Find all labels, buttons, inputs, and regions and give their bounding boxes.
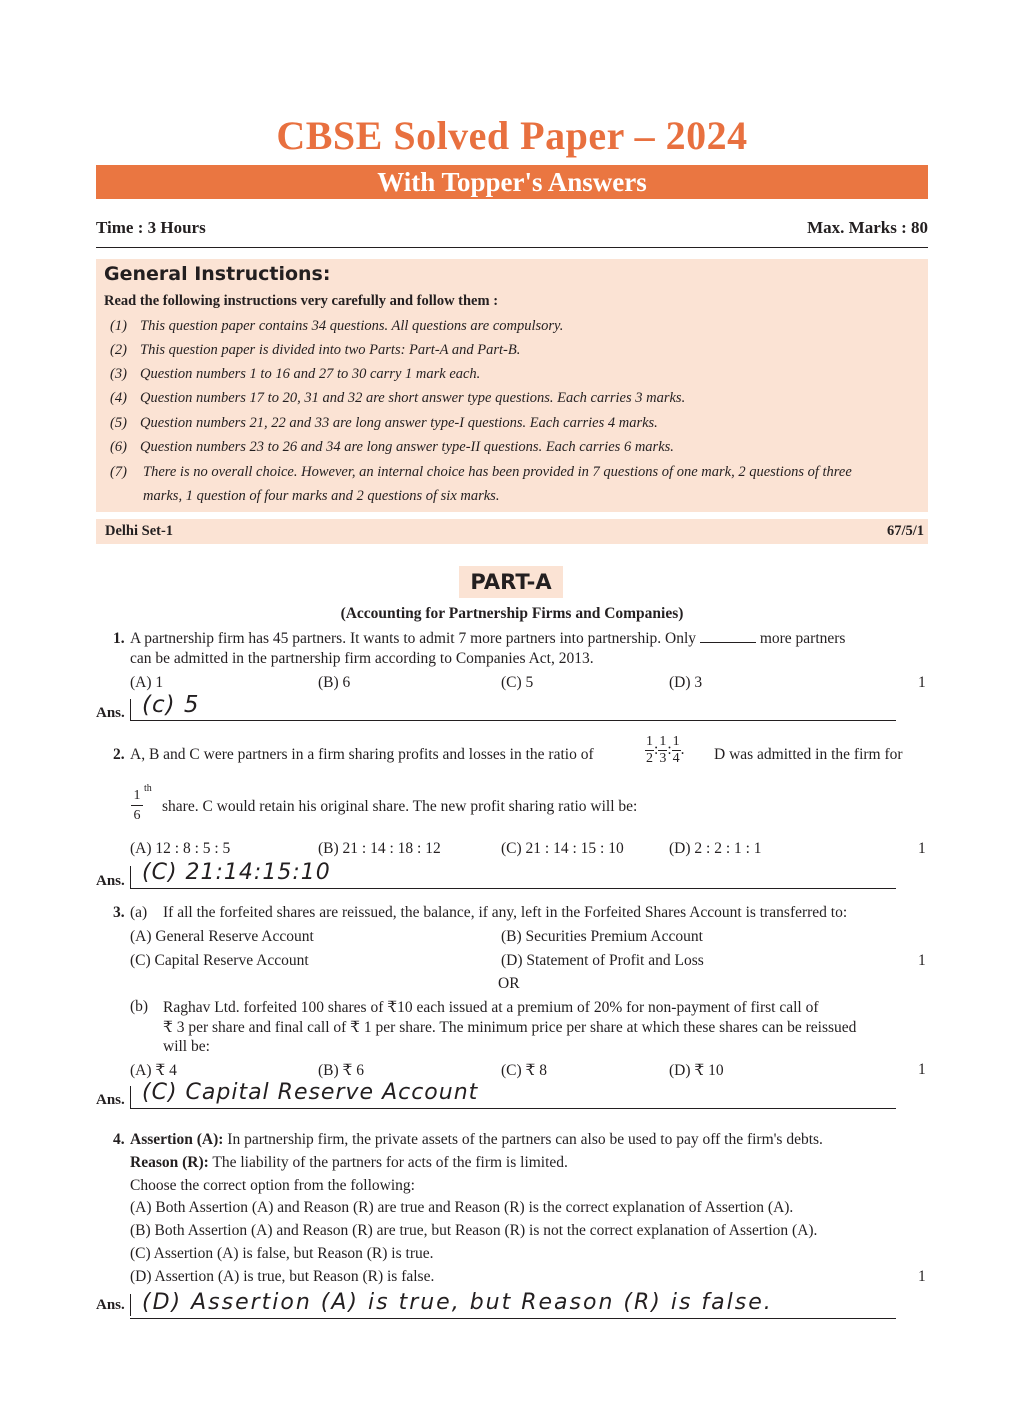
handwritten-answer: (c) 5 [142,692,200,718]
marks: 1 [918,952,926,969]
option: (B) 6 [318,674,351,691]
answer-label: Ans. [96,1092,125,1108]
fill-blank [700,642,756,643]
subpart-label: (b) [130,998,149,1015]
question-number: 4. [113,1131,125,1148]
marks: 1 [918,1061,926,1078]
set-bar [96,519,928,544]
option: (A) 12 : 8 : 5 : 5 [130,840,231,857]
option: (D) 2 : 2 : 1 : 1 [669,840,762,857]
part-title: PART-A [459,566,563,598]
option: (D) Statement of Profit and Loss [501,952,704,969]
answer-bar [130,699,131,721]
or-separator: OR [498,975,520,992]
handwritten-answer: (C) 21:14:15:10 [142,860,331,885]
answer-line [130,720,896,721]
handwritten-answer: (D) Assertion (A) is true, but Reason (R) is false. [142,1290,773,1315]
answer-label: Ans. [96,873,125,889]
answer-line [130,1108,896,1109]
option: (A) Both Assertion (A) and Reason (R) are true and Reason (R) is the correct explanation of Assertion (A). [130,1199,794,1216]
option: (A) General Reserve Account [130,928,314,945]
set-code: 67/5/1 [886,523,924,539]
question-number: 3. [113,904,125,921]
handwritten-answer: (C) Capital Reserve Account [142,1080,479,1105]
question-text: ₹ 3 per share and final call of ₹ 1 per share. The minimum price per share at which these shares can be reissued [163,1019,857,1036]
option: (A) 1 [130,674,164,691]
question-text: D was admitted in the firm for [714,746,903,763]
set-name: Delhi Set-1 [105,523,174,539]
marks: 1 [918,840,926,857]
part-subtitle: (Accounting for Partnership Firms and Companies) [340,605,684,622]
paper-title: CBSE Solved Paper – 2024 [276,113,748,158]
option: (C) Assertion (A) is false, but Reason (R) is true. [130,1245,434,1262]
marks: 1 [918,1268,926,1285]
option: (D) ₹ 10 [669,1062,724,1079]
answer-line [130,1318,896,1319]
option: (A) ₹ 4 [130,1062,177,1079]
time-label: Time : 3 Hours [96,218,206,237]
option: (C) Capital Reserve Account [130,952,309,969]
subpart-label: (a) [130,904,148,921]
question-text: Raghav Ltd. forfeited 100 shares of ₹10 each issued at a premium of 20% for non-payment of first call of [163,999,819,1016]
question-text: will be: [163,1038,210,1055]
option: (B) ₹ 6 [318,1062,365,1079]
option: (D) Assertion (A) is true, but Reason (R) is false. [130,1268,435,1285]
fraction: $\frac{1}{2}$ [646,734,653,766]
question-text: A, B and C were partners in a firm sharing profits and losses in the ratio of [130,746,594,763]
answer-bar [130,1086,131,1108]
question-number: 1. [113,630,125,647]
header-divider [96,247,928,248]
option: (D) 3 [669,674,703,691]
question-number: 2. [113,746,125,763]
answer-bar [130,866,131,888]
question-text: If all the forfeited shares are reissued, the balance, if any, left in the Forfeited Shares Account is transferred to: [163,904,848,921]
max-marks-label: Max. Marks : 80 [807,218,928,237]
question-text: share. C would retain his original share. The new profit sharing ratio will be: [162,798,638,815]
ratio-fractions: $\frac{1}{2}$ : $\frac{1}{3}$ : $\frac{1}{4}$ . [646,734,685,766]
topper-banner: With Topper's Answers [96,165,928,199]
time-marks-row [96,218,928,238]
question-text: A partnership firm has 45 partners. It wants to admit 7 more partners into partnership. Only more partners [130,630,846,647]
option: (C) 21 : 14 : 15 : 10 [501,840,624,857]
share-superscript: th [144,783,152,794]
reason-line: Reason (R): The liability of the partners for acts of the firm is limited. [130,1154,568,1171]
answer-label: Ans. [96,1297,125,1313]
assertion-line: Assertion (A): In partnership firm, the private assets of the partners can also be used to pay off the firm's debts. [130,1131,823,1148]
question-text: can be admitted in the partnership firm according to Companies Act, 2013. [130,650,594,667]
option: (C) ₹ 8 [501,1062,548,1079]
instructions-lead: Read the following instructions very carefully and follow them : [104,293,499,309]
fraction: $\frac{1}{3}$ [659,734,667,766]
option: (B) 21 : 14 : 18 : 12 [318,840,441,857]
marks: 1 [918,674,926,691]
option: (B) Securities Premium Account [501,928,703,945]
instructions-title: General Instructions: [104,263,331,285]
question-text: Choose the correct option from the following: [130,1177,415,1194]
option: (C) 5 [501,674,534,691]
fraction: $\frac{1}{4}$ [672,734,680,766]
answer-line [130,888,896,889]
answer-label: Ans. [96,705,125,721]
answer-bar [130,1294,131,1316]
option: (B) Both Assertion (A) and Reason (R) are true, but Reason (R) is not the correct explanation of Assertion (A). [130,1222,818,1239]
share-fraction: $\frac{1}{6}$ [131,788,143,824]
